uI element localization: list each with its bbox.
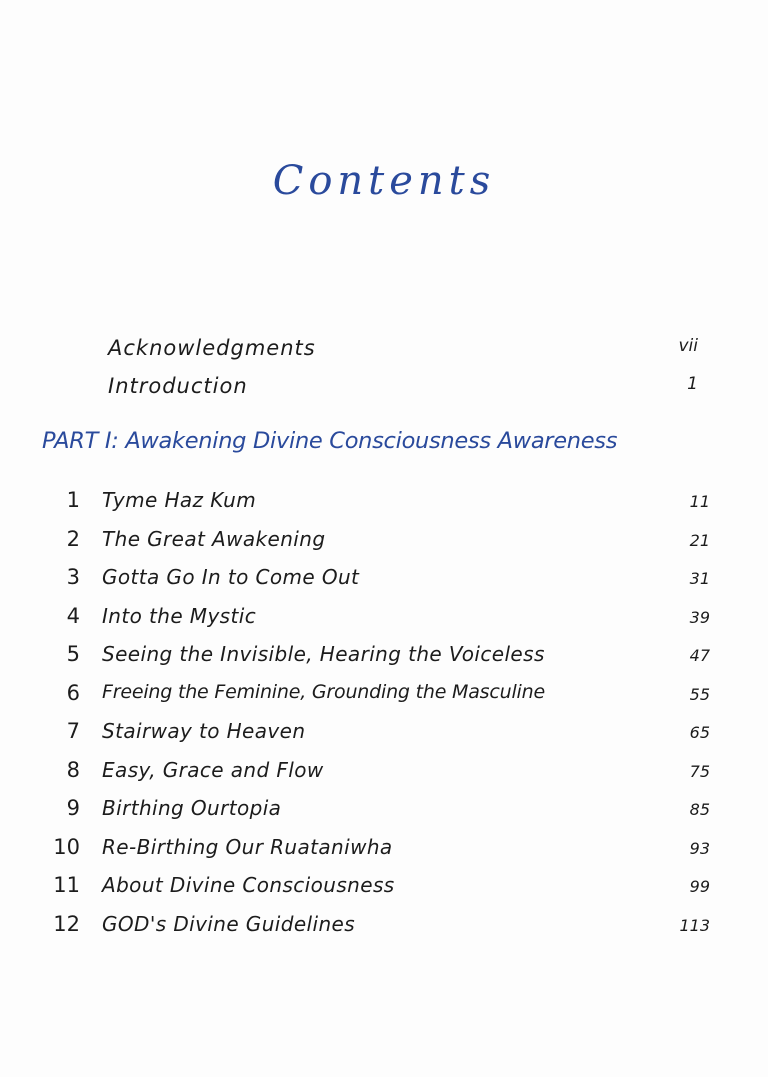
chapter-number: 10	[53, 834, 80, 859]
chapter-title: GOD's Divine Guidelines	[102, 911, 356, 936]
chapter-entry-6[interactable]	[0, 681, 768, 715]
chapter-entry-11[interactable]	[0, 873, 768, 907]
chapter-number: 11	[53, 873, 80, 897]
chapter-page: 85	[689, 800, 710, 819]
chapter-entry-1[interactable]	[0, 488, 768, 522]
chapter-title: Birthing Ourtopia	[102, 796, 282, 820]
toc-entry-introduction[interactable]	[108, 374, 698, 406]
chapter-entry-4[interactable]	[0, 604, 768, 638]
chapter-title: Tyme Haz Kum	[102, 488, 257, 512]
chapter-page: 47	[689, 646, 710, 665]
chapter-number: 6	[66, 680, 80, 705]
chapter-page: 113	[679, 915, 710, 935]
page-title: Contents	[272, 158, 496, 204]
chapter-title: Gotta Go In to Come Out	[102, 565, 360, 589]
chapter-number: 12	[53, 911, 80, 936]
chapter-title: Stairway to Heaven	[102, 719, 306, 743]
chapter-number: 2	[66, 526, 80, 551]
chapter-number: 1	[66, 488, 80, 512]
chapter-title: Re-Birthing Our Ruataniwha	[102, 834, 393, 859]
chapter-number: 4	[66, 603, 80, 628]
toc-entry-page: vii	[678, 336, 698, 356]
chapter-number: 5	[66, 642, 80, 666]
chapter-page: 11	[689, 492, 710, 511]
chapter-number: 8	[66, 757, 80, 782]
chapter-number: 9	[66, 796, 80, 820]
chapter-title: Seeing the Invisible, Hearing the Voiceless	[102, 642, 545, 666]
chapter-page: 99	[689, 877, 710, 896]
chapter-number: 3	[66, 565, 80, 589]
chapter-entry-12[interactable]	[0, 912, 768, 946]
chapter-entry-10[interactable]	[0, 835, 768, 869]
part-heading: PART I: Awakening Divine Consciousness Awareness	[42, 428, 618, 454]
chapter-title: Into the Mystic	[102, 603, 257, 628]
chapter-entry-7[interactable]	[0, 719, 768, 753]
chapter-page: 75	[689, 761, 710, 781]
chapter-number: 7	[66, 719, 80, 743]
chapter-title: Easy, Grace and Flow	[102, 757, 324, 782]
toc-entry-page: 1	[687, 374, 698, 394]
chapter-entry-9[interactable]	[0, 796, 768, 830]
chapter-entry-2[interactable]	[0, 527, 768, 561]
chapter-entry-3[interactable]	[0, 565, 768, 599]
toc-entry-acknowledgments[interactable]	[108, 336, 698, 368]
chapter-title: About Divine Consciousness	[102, 873, 395, 897]
chapter-entry-8[interactable]	[0, 758, 768, 792]
chapter-title: The Great Awakening	[102, 526, 326, 551]
chapter-page: 39	[689, 607, 710, 627]
toc-entry-label: Acknowledgments	[108, 336, 316, 360]
chapter-page: 65	[689, 723, 710, 742]
chapter-page: 21	[689, 530, 710, 550]
chapter-page: 31	[689, 569, 710, 588]
chapter-page: 93	[689, 838, 710, 858]
chapter-page: 55	[689, 684, 710, 704]
chapter-entry-5[interactable]	[0, 642, 768, 676]
chapter-title: Freeing the Feminine, Grounding the Masculine	[102, 680, 545, 703]
toc-entry-label: Introduction	[108, 374, 248, 398]
